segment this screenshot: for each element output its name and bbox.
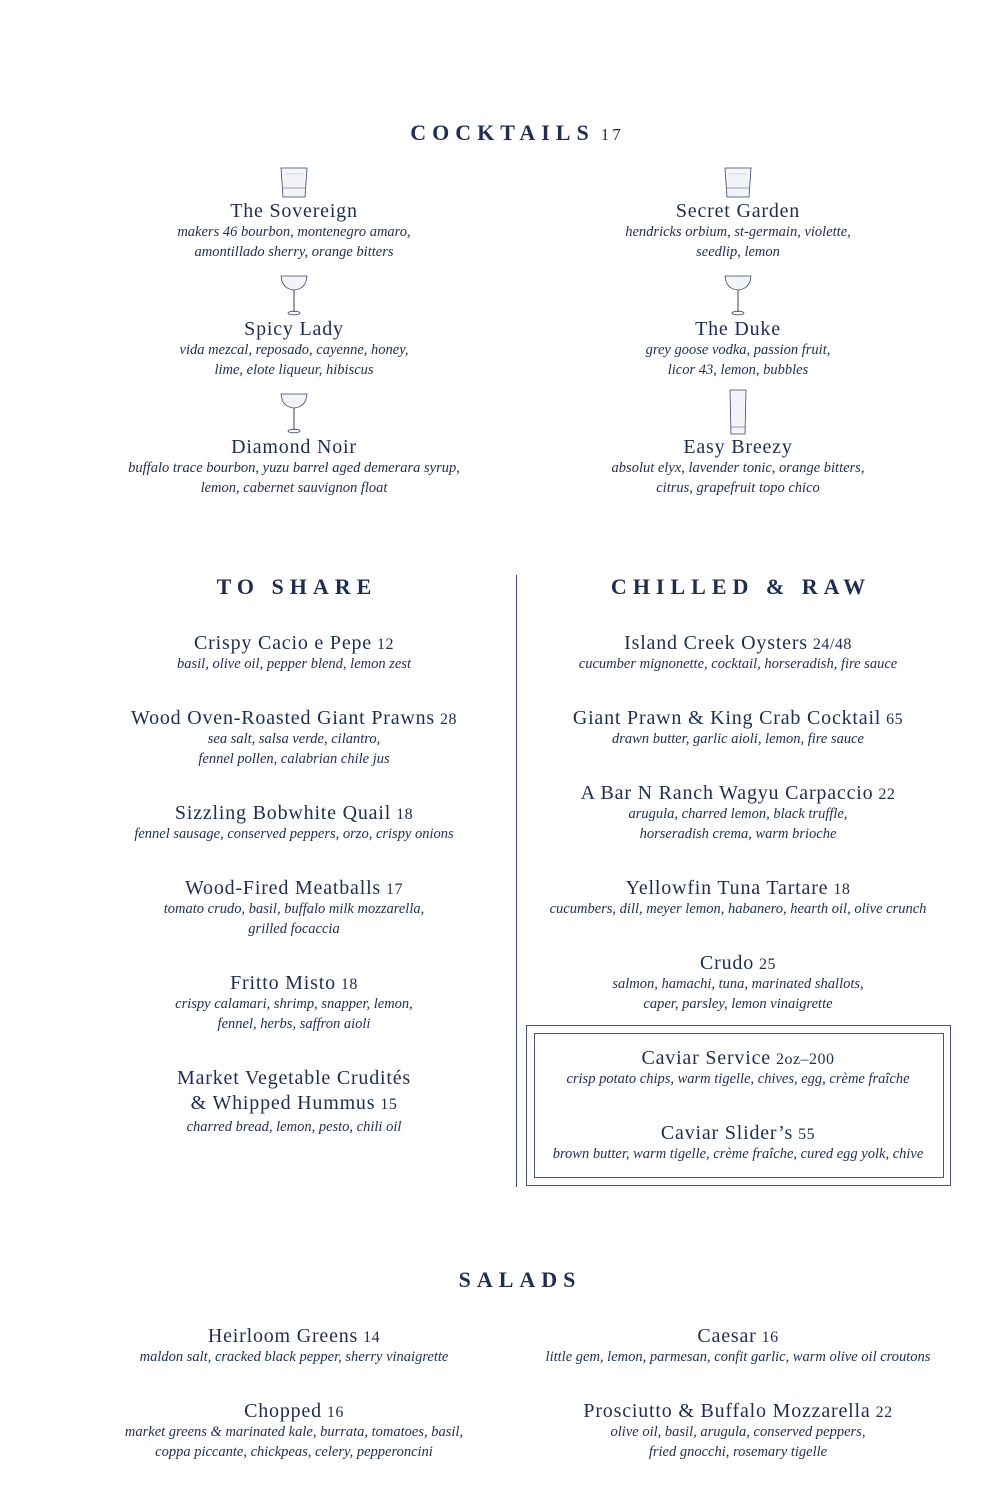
item-description: caper, parsley, lemon vinaigrette bbox=[643, 996, 833, 1012]
chilled-raw-item bbox=[553, 1123, 924, 1164]
item-name-text: Giant Prawn & King Crab Cocktail bbox=[572, 707, 882, 729]
item-name bbox=[579, 633, 897, 654]
item-name bbox=[583, 1401, 892, 1422]
item-name-text: Secret Garden bbox=[675, 200, 801, 222]
item-price: 65 bbox=[886, 711, 904, 728]
item-description: maldon salt, cracked black pepper, sherry vinaigrette bbox=[139, 1349, 449, 1365]
item-description: drawn butter, garlic aioli, lemon, fire sauce bbox=[612, 731, 864, 747]
item-name bbox=[180, 319, 409, 340]
item-price: 14 bbox=[363, 1329, 381, 1346]
cocktail-item bbox=[180, 319, 409, 380]
item-name bbox=[125, 1401, 463, 1422]
item-description: salmon, hamachi, tuna, marinated shallots, bbox=[612, 976, 864, 992]
item-name bbox=[177, 201, 410, 222]
chilled-raw-item bbox=[573, 708, 903, 749]
item-description: charred bread, lemon, pesto, chili oil bbox=[186, 1119, 402, 1135]
item-description: arugula, charred lemon, black truffle, bbox=[628, 806, 848, 822]
chilled-raw-item bbox=[579, 633, 897, 674]
salad-item bbox=[546, 1326, 931, 1367]
item-description: absolut elyx, lavender tonic, orange bitters, bbox=[611, 460, 865, 476]
item-name-text: Yellowfin Tuna Tartare bbox=[625, 877, 829, 899]
item-description: fried gnocchi, rosemary tigelle bbox=[648, 1444, 828, 1460]
chilled-raw-item bbox=[566, 1048, 909, 1089]
item-name bbox=[164, 878, 424, 899]
item-name bbox=[573, 708, 903, 729]
item-price: 28 bbox=[440, 711, 458, 728]
chilled-raw-item bbox=[612, 953, 863, 1014]
item-name-text: A Bar N Ranch Wagyu Carpaccio bbox=[580, 782, 874, 804]
item-price: 2oz–200 bbox=[775, 1051, 835, 1068]
item-name bbox=[177, 1091, 411, 1117]
to-share-heading: TO SHARE bbox=[216, 574, 378, 599]
item-description: horseradish crema, warm brioche bbox=[639, 826, 837, 842]
item-price: 12 bbox=[376, 636, 394, 653]
item-description: vida mezcal, reposado, cayenne, honey, bbox=[179, 342, 409, 358]
item-description: fennel sausage, conserved peppers, orzo, crispy onions bbox=[134, 826, 454, 842]
cocktails-heading bbox=[410, 119, 623, 149]
item-price: 18 bbox=[833, 881, 851, 898]
item-description: lemon, cabernet sauvignon float bbox=[200, 480, 388, 496]
item-name bbox=[175, 973, 413, 994]
item-name-text: Crudo bbox=[700, 952, 754, 974]
item-name-text: Caesar bbox=[697, 1325, 757, 1347]
cocktail-item bbox=[128, 437, 460, 498]
cocktail-item bbox=[612, 437, 865, 498]
item-price: 15 bbox=[380, 1096, 398, 1113]
item-description: little gem, lemon, parmesan, confit garlic, warm olive oil croutons bbox=[545, 1349, 931, 1365]
item-name bbox=[546, 1326, 931, 1347]
item-description: crispy calamari, shrimp, snapper, lemon, bbox=[175, 996, 413, 1012]
item-name-text: Market Vegetable Crudités bbox=[176, 1067, 412, 1089]
to-share-item bbox=[131, 708, 457, 769]
coupe-glass-icon bbox=[280, 391, 308, 440]
item-description: brown butter, warm tigelle, crème fraîche, cured egg yolk, chive bbox=[552, 1146, 924, 1162]
item-description: buffalo trace bourbon, yuzu barrel aged demerara syrup, bbox=[128, 460, 460, 476]
item-name-text: Caviar Service bbox=[641, 1047, 771, 1069]
cocktails-title: COCKTAILS bbox=[410, 120, 595, 145]
item-description: crisp potato chips, warm tigelle, chives, egg, crème fraîche bbox=[566, 1071, 910, 1087]
to-share-item bbox=[134, 803, 453, 844]
item-description: sea salt, salsa verde, cilantro, bbox=[207, 731, 381, 747]
item-description: cucumber mignonette, cocktail, horseradish, fire sauce bbox=[578, 656, 898, 672]
cocktail-item bbox=[177, 201, 410, 262]
item-name bbox=[566, 1048, 909, 1069]
item-name bbox=[612, 953, 863, 974]
salad-item bbox=[583, 1401, 892, 1462]
item-price: 55 bbox=[798, 1126, 816, 1143]
item-name bbox=[581, 783, 896, 804]
item-description: fennel, herbs, saffron aioli bbox=[217, 1016, 371, 1032]
item-name bbox=[128, 437, 460, 458]
to-share-item bbox=[177, 633, 411, 674]
chilled-raw-heading: CHILLED & RAW bbox=[610, 574, 872, 599]
item-name bbox=[177, 1066, 411, 1091]
item-price: 24/48 bbox=[812, 636, 852, 653]
to-share-item bbox=[164, 878, 424, 939]
item-description: lime, elote liqueur, hibiscus bbox=[214, 362, 374, 378]
item-name bbox=[177, 633, 411, 654]
item-name-text: & Whipped Hummus bbox=[190, 1092, 376, 1114]
coupe-glass-icon bbox=[724, 273, 752, 322]
item-description: market greens & marinated kale, burrata, tomatoes, basil, bbox=[124, 1424, 464, 1440]
rocks-glass-icon bbox=[723, 166, 753, 204]
item-name-text: Island Creek Oysters bbox=[624, 632, 808, 654]
item-price: 22 bbox=[875, 1404, 893, 1421]
item-name-text: Crispy Cacio e Pepe bbox=[194, 632, 372, 654]
item-price: 16 bbox=[761, 1329, 779, 1346]
item-name bbox=[550, 878, 927, 899]
item-price: 22 bbox=[878, 786, 896, 803]
item-name-text: Sizzling Bobwhite Quail bbox=[174, 802, 392, 824]
item-name bbox=[612, 437, 865, 458]
item-name-text: Wood-Fired Meatballs bbox=[184, 877, 382, 899]
highball-glass-icon bbox=[728, 389, 748, 440]
to-share-item bbox=[175, 973, 413, 1034]
item-name-text: Chopped bbox=[244, 1400, 322, 1422]
item-price: 18 bbox=[396, 806, 414, 823]
item-description: grey goose vodka, passion fruit, bbox=[645, 342, 831, 358]
item-name-text: Spicy Lady bbox=[244, 318, 344, 340]
item-name-text: Caviar Slider’s bbox=[660, 1122, 794, 1144]
item-description: licor 43, lemon, bubbles bbox=[667, 362, 809, 378]
item-name-text: Prosciutto & Buffalo Mozzarella bbox=[583, 1400, 871, 1422]
item-name bbox=[134, 803, 453, 824]
item-description: makers 46 bourbon, montenegro amaro, bbox=[177, 224, 411, 240]
chilled-raw-item bbox=[581, 783, 896, 844]
item-description: coppa piccante, chickpeas, celery, pepperoncini bbox=[155, 1444, 433, 1460]
item-description: seedlip, lemon bbox=[696, 244, 780, 260]
item-name-text: Diamond Noir bbox=[231, 436, 357, 458]
item-description: hendricks orbium, st-germain, violette, bbox=[625, 224, 851, 240]
item-description: cucumbers, dill, meyer lemon, habanero, hearth oil, olive crunch bbox=[549, 901, 927, 917]
item-name bbox=[625, 201, 851, 222]
item-description: tomato crudo, basil, buffalo milk mozzarella, bbox=[163, 901, 425, 917]
rocks-glass-icon bbox=[279, 166, 309, 204]
item-name bbox=[131, 708, 457, 729]
item-name-text: Heirloom Greens bbox=[207, 1325, 359, 1347]
item-description: grilled focaccia bbox=[248, 921, 340, 937]
item-name bbox=[553, 1123, 924, 1144]
item-name-text: Easy Breezy bbox=[683, 436, 793, 458]
item-name-text: Wood Oven-Roasted Giant Prawns bbox=[130, 707, 436, 729]
item-description: citrus, grapefruit topo chico bbox=[656, 480, 820, 496]
item-price: 25 bbox=[759, 956, 776, 973]
item-description: fennel pollen, calabrian chile jus bbox=[198, 751, 390, 767]
cocktails-price: 17 bbox=[600, 125, 624, 144]
coupe-glass-icon bbox=[280, 273, 308, 322]
item-price: 16 bbox=[326, 1404, 344, 1421]
to-share-item bbox=[177, 1066, 411, 1137]
item-name bbox=[140, 1326, 449, 1347]
salads-heading: SALADS bbox=[458, 1267, 582, 1292]
item-name-text: Fritto Misto bbox=[230, 972, 336, 994]
salad-item bbox=[140, 1326, 449, 1367]
chilled-raw-item bbox=[550, 878, 927, 919]
item-description: olive oil, basil, arugula, conserved peppers, bbox=[610, 1424, 866, 1440]
item-name-text: The Sovereign bbox=[230, 200, 358, 222]
item-price: 18 bbox=[340, 976, 358, 993]
cocktail-item bbox=[625, 201, 851, 262]
salad-item bbox=[125, 1401, 463, 1462]
column-divider bbox=[516, 575, 517, 1187]
item-name-text: The Duke bbox=[695, 318, 781, 340]
item-price: 17 bbox=[386, 881, 404, 898]
item-description: basil, olive oil, pepper blend, lemon zest bbox=[177, 656, 411, 672]
item-description: amontillado sherry, orange bitters bbox=[194, 244, 394, 260]
item-name bbox=[646, 319, 831, 340]
cocktail-item bbox=[646, 319, 831, 380]
